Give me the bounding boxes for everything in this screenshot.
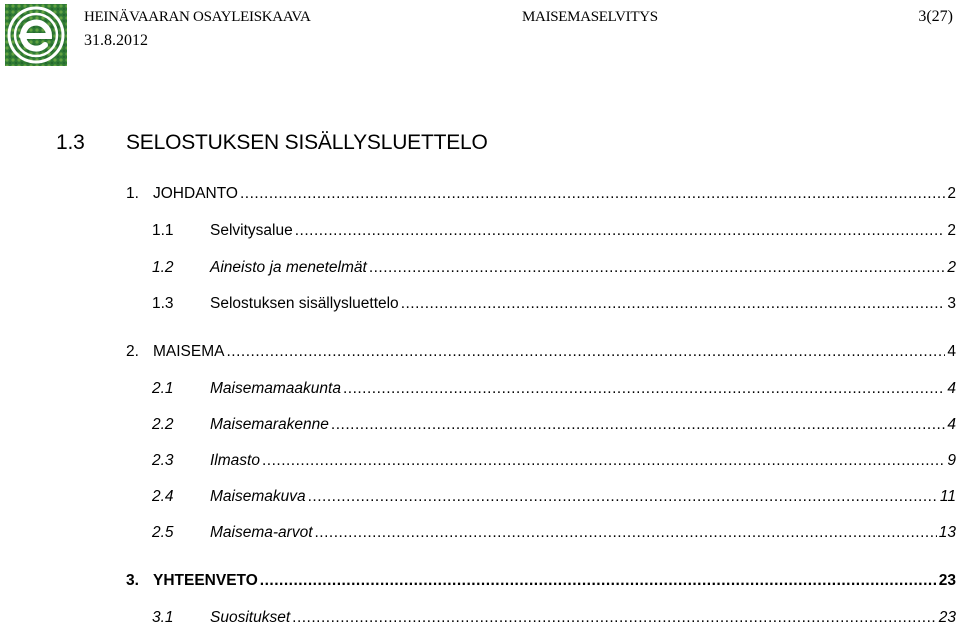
toc-entry-number: 1.: [126, 185, 139, 202]
toc-entry-page: 4: [947, 416, 956, 433]
header-page-number: 3(27): [918, 8, 953, 25]
toc-entry-number: 2.5: [152, 524, 174, 541]
toc-entry-number: 2.2: [152, 416, 174, 433]
toc-entry-number: 1.1: [152, 222, 174, 239]
toc-entry[interactable]: [0, 184, 960, 204]
toc-entry-page: 2: [947, 259, 956, 276]
toc-entry[interactable]: [0, 258, 960, 278]
toc-entry[interactable]: [0, 379, 960, 399]
section-number: 1.3: [56, 131, 85, 154]
section-title: SELOSTUKSEN SISÄLLYSLUETTELO: [126, 131, 488, 154]
toc-entry-page: 23: [938, 609, 956, 626]
toc-leader-dots: [308, 487, 938, 507]
toc-entry-title: Maisemakuva: [210, 488, 306, 505]
toc-leader-dots: [226, 342, 945, 362]
toc-entry-page: 23: [938, 572, 956, 589]
toc-entry-page: 13: [938, 524, 956, 541]
toc-entry[interactable]: [0, 487, 960, 507]
toc-leader-dots: [343, 379, 945, 399]
toc-leader-dots: [401, 294, 946, 314]
header-doc-type: MAISEMASELVITYS: [522, 9, 658, 25]
toc-entry-number: 3.1: [152, 609, 174, 626]
toc-entry[interactable]: [0, 221, 960, 241]
toc-entry-number: 2.4: [152, 488, 174, 505]
toc-entry-number: 1.2: [152, 259, 174, 276]
toc-entry-title: Maisemarakenne: [210, 416, 329, 433]
toc-entry-page: 2: [947, 185, 956, 202]
toc-entry[interactable]: [0, 608, 960, 628]
toc-leader-dots: [262, 451, 945, 471]
toc-entry-title: MAISEMA: [153, 343, 225, 360]
toc-entry[interactable]: [0, 342, 960, 362]
toc-entry-title: Selvitysalue: [210, 222, 293, 239]
toc-entry-title: YHTEENVETO: [153, 572, 258, 589]
toc-entry-page: 9: [947, 452, 956, 469]
header-date: 31.8.2012: [84, 32, 148, 49]
toc-leader-dots: [315, 523, 937, 543]
toc-entry-number: 2.3: [152, 452, 174, 469]
toc-leader-dots: [369, 258, 946, 278]
toc-leader-dots: [331, 415, 945, 435]
toc-entry-title: Maisema-arvot: [210, 524, 313, 541]
toc-entry[interactable]: [0, 451, 960, 471]
toc-entry[interactable]: [0, 523, 960, 543]
header-title: HEINÄVAARAN OSAYLEISKAAVA: [84, 9, 311, 25]
toc-entry[interactable]: [0, 415, 960, 435]
toc-entry-number: 2.1: [152, 380, 174, 397]
toc-entry-page: 4: [947, 380, 956, 397]
toc-entry-page: 2: [947, 222, 956, 239]
toc-entry-page: 11: [939, 488, 956, 505]
toc-entry-title: Aineisto ja menetelmät: [210, 259, 367, 276]
toc-entry-title: Ilmasto: [210, 452, 260, 469]
toc-leader-dots: [295, 221, 946, 241]
toc-entry[interactable]: [0, 294, 960, 314]
toc-entry-title: Suositukset: [210, 609, 291, 626]
toc-entry-number: 1.3: [152, 295, 174, 312]
toc-leader-dots: [260, 571, 937, 591]
toc-entry-page: 4: [947, 343, 956, 360]
toc-entry-title: JOHDANTO: [153, 185, 238, 202]
toc-entry-title: Selostuksen sisällysluettelo: [210, 295, 399, 312]
toc-leader-dots: [240, 184, 945, 204]
toc-entry-title: Maisemamaakunta: [210, 380, 341, 397]
toc-leader-dots: [292, 608, 937, 628]
toc-entry-number: 2.: [126, 343, 139, 360]
toc-entry[interactable]: [0, 571, 960, 591]
toc-entry-number: 3.: [126, 572, 139, 589]
toc-entry-page: 3: [947, 295, 956, 312]
